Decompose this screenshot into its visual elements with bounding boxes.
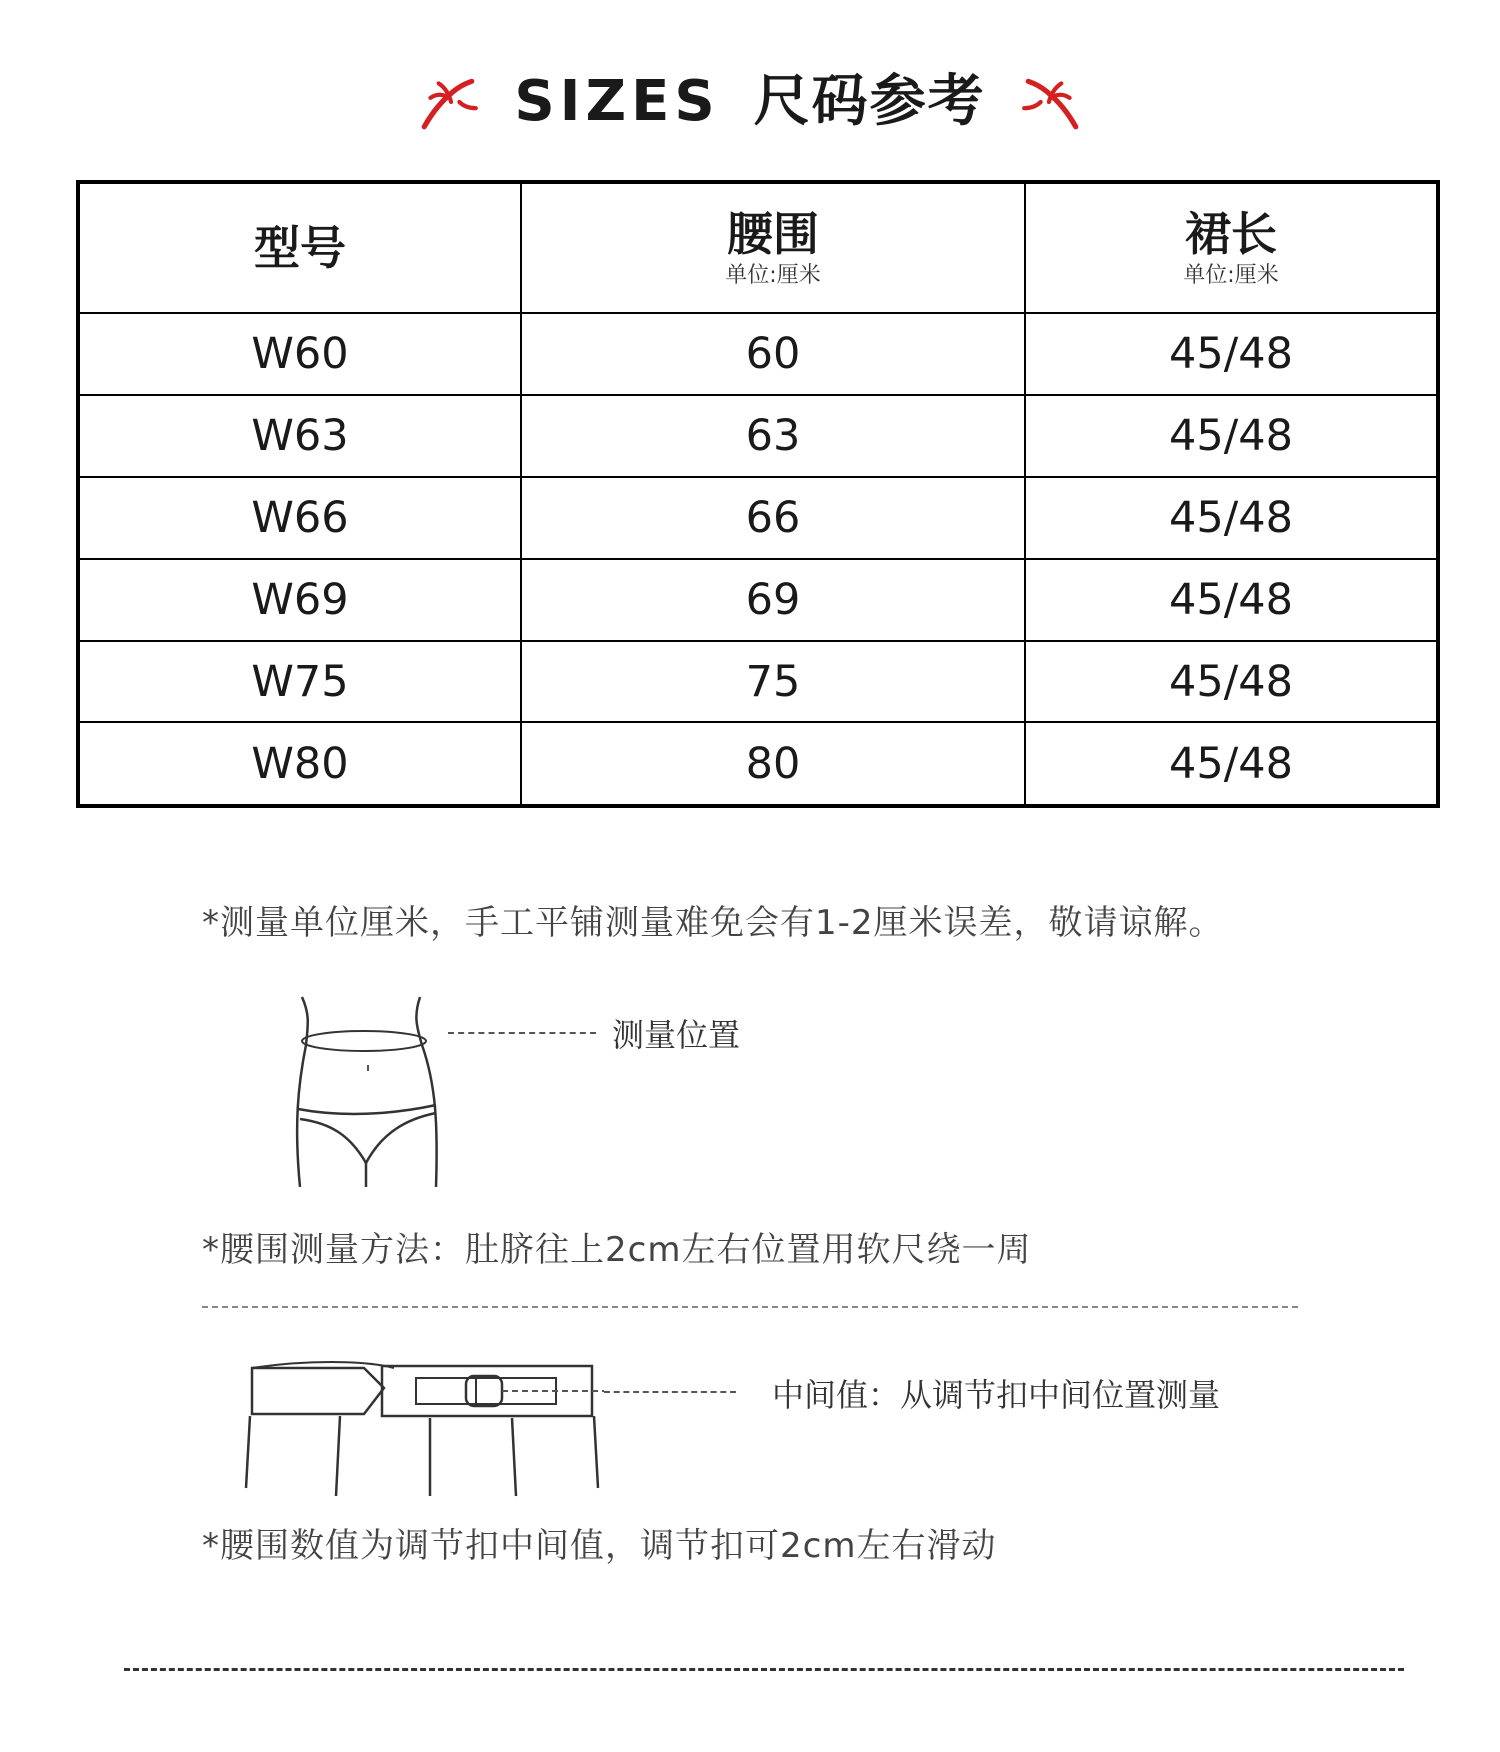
table-row: [78, 722, 1438, 806]
bottom-divider: [124, 1668, 1404, 1671]
title-en: SIZES: [514, 69, 720, 134]
size-table: [76, 180, 1440, 808]
cell-length: 45/48: [1025, 395, 1438, 477]
measure-position-leader: [448, 1032, 596, 1034]
cell-waist: 80: [521, 722, 1025, 806]
cell-waist: 60: [521, 313, 1025, 395]
table-row: [78, 477, 1438, 559]
ribbon-ornament-right-icon: [1020, 71, 1082, 133]
cell-length: 45/48: [1025, 641, 1438, 723]
cell-waist: 75: [521, 641, 1025, 723]
cell-waist: 69: [521, 559, 1025, 641]
title-cn: 尺码参考: [753, 69, 986, 134]
cell-length: 45/48: [1025, 477, 1438, 559]
header-waist: 腰围 单位:厘米: [521, 182, 1025, 313]
title-text: [514, 62, 985, 142]
buckle-note: *腰围数值为调节扣中间值，调节扣可2cm左右滑动: [202, 1526, 997, 1566]
table-row: [78, 641, 1438, 723]
measure-position-label: 测量位置: [612, 1016, 741, 1054]
cell-waist: 63: [521, 395, 1025, 477]
section-divider: [202, 1306, 1298, 1308]
middle-value-label: 中间值：从调节扣中间位置测量: [772, 1376, 1221, 1414]
middle-value-leader: [604, 1391, 736, 1393]
header-model: 型号: [78, 182, 521, 313]
cell-length: 45/48: [1025, 722, 1438, 806]
cell-model: W75: [78, 641, 521, 723]
cell-length: 45/48: [1025, 559, 1438, 641]
cell-model: W66: [78, 477, 521, 559]
cell-model: W63: [78, 395, 521, 477]
measure-error-note: *测量单位厘米，手工平铺测量难免会有1-2厘米误差，敬请谅解。: [202, 903, 1224, 943]
table-row: [78, 395, 1438, 477]
cell-waist: 66: [521, 477, 1025, 559]
cell-model: W69: [78, 559, 521, 641]
belt-buckle-illustration: [244, 1358, 604, 1500]
cell-model: W80: [78, 722, 521, 806]
page-title: [0, 62, 1500, 142]
body-figure-illustration: [290, 995, 460, 1195]
cell-length: 45/48: [1025, 313, 1438, 395]
ribbon-ornament-left-icon: [418, 71, 480, 133]
table-row: [78, 559, 1438, 641]
cell-model: W60: [78, 313, 521, 395]
table-row: [78, 313, 1438, 395]
waist-method-note: *腰围测量方法：肚脐往上2cm左右位置用软尺绕一周: [202, 1230, 1032, 1270]
header-length: 裙长 单位:厘米: [1025, 182, 1438, 313]
table-header-row: [78, 182, 1438, 313]
